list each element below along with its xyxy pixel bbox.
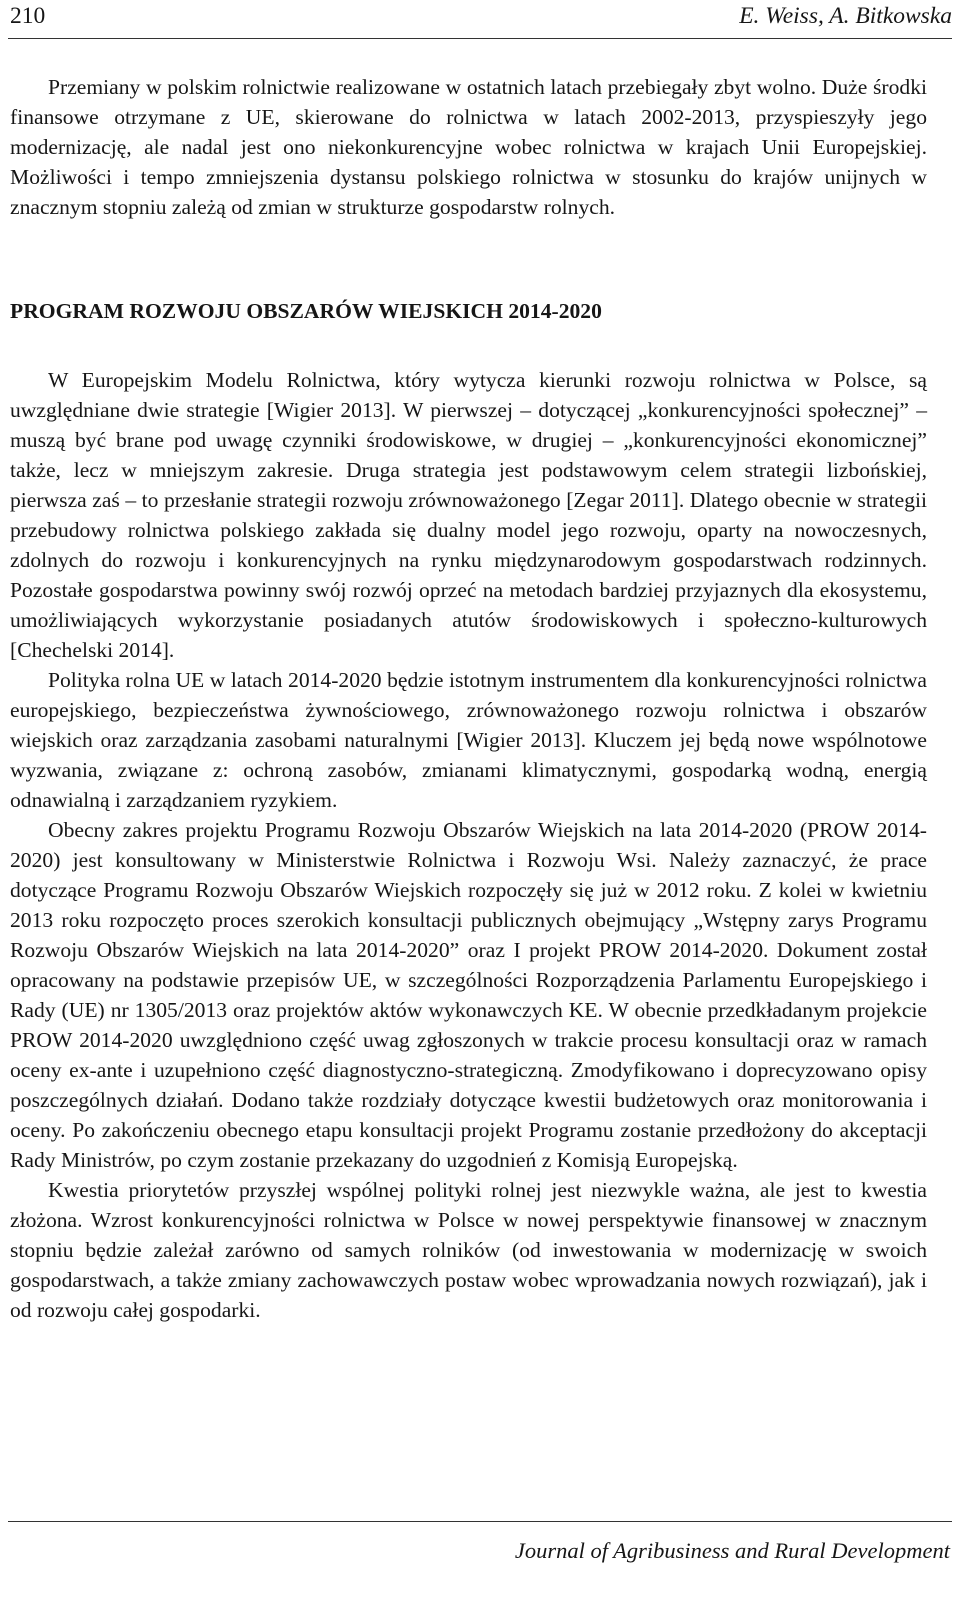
body-paragraph-1: Przemiany w polskim rolnictwie realizowane w ostatnich latach przebiegały zbyt wolno. Duże środki finansowe otrzymane z UE, skierowane do rolnictwa w latach 2002-2013, przyspieszyły jego modernizację, ale nadal jest ono niekonkurencyjne wobec rolnictwa w krajach Unii Europejskiej. Możliwości i tempo zmniejszenia dystansu polskiego rolnictwa w stosunku do krajów unijnych w znacznym stopniu zależą od zmian w strukturze gospodarstw rolnych.	[10, 75, 927, 219]
running-footer	[8, 1521, 952, 1563]
journal-name: Journal of Agribusiness and Rural Development	[514, 1538, 950, 1563]
section-heading: PROGRAM ROZWOJU OBSZARÓW WIEJSKICH 2014-2020	[10, 299, 602, 323]
body-paragraph-2: W Europejskim Modelu Rolnictwa, który wytycza kierunki rozwoju rolnictwa w Polsce, są uwzględniane dwie strategie [Wigier 2013]. W pierwszej – dotyczącej „konkurencyjności społecznej” – muszą być brane pod uwagę czynniki środowiskowe, w drugiej – „konkurencyjności ekonomicznej” także, lecz w mniejszym zakresie. Druga strategia jest podstawowym celem strategii lizbońskiej, pierwsza zaś – to przesłanie strategii rozwoju zrównoważonego [Zegar 2011]. Dlatego obecnie w strategii przebudowy rolnictwa polskiego zakłada się dualny model jego rozwoju, oparty na nowoczesnych, zdolnych do rozwoju i konkurencyjnych na rynku międzynarodowym gospodarstwach rodzinnych. Pozostałe gospodarstwa powinny swój rozwój oprzeć na metodach bardziej przyjaznych dla ekosystemu, umożliwiających wykorzystanie posiadanych atutów środowiskowych i społeczno-kulturowych [Chechelski 2014].	[10, 368, 927, 662]
page-number: 210	[10, 3, 46, 29]
running-header	[8, 0, 952, 39]
body-paragraph-4: Obecny zakres projektu Programu Rozwoju Obszarów Wiejskich na lata 2014-2020 (PROW 2014-2020) jest konsultowany w Ministerstwie Rolnictwa i Rozwoju Wsi. Należy zaznaczyć, że prace dotyczące Programu Rozwoju Obszarów Wiejskich rozpoczęły się już w 2012 roku. Z kolei w kwietniu 2013 roku rozpoczęto proces szerokich konsultacji publicznych obejmujący „Wstępny zarys Programu Rozwoju Obszarów Wiejskich na lata 2014-2020” oraz I projekt PROW 2014-2020. Dokument został opracowany na podstawie przepisów UE, w szczególności Rozporządzenia Parlamentu Europejskiego i Rady (UE) nr 1305/2013 oraz projektów aktów wykonawczych KE. W obecnie przedkładanym projekcie PROW 2014-2020 uwzględniono część uwag zgłoszonych w trakcie procesu konsultacji oraz w ramach oceny ex-ante i uzupełniono część diagnostyczno-strategiczną. Zmodyfikowano i doprecyzowano opisy poszczególnych działań. Dodano także rozdziały dotyczące kwestii budżetowych oraz monitorowania i oceny. Po zakończeniu obecnego etapu konsultacji projekt Programu zostanie przedłożony do akceptacji Rady Ministrów, po czym zostanie przekazany do uzgodnień z Komisją Europejską.	[10, 818, 927, 1172]
body-paragraph-3: Polityka rolna UE w latach 2014-2020 będzie istotnym instrumentem dla konkurencyjności rolnictwa europejskiego, bezpieczeństwa żywnościowego, zrównoważonego rozwoju rolnictwa i obszarów wiejskich oraz zarządzania zasobami naturalnymi [Wigier 2013]. Kluczem jej będą nowe wspólnotowe wyzwania, związane z: ochroną zasobów, zmianami klimatycznymi, gospodarką wodną, energią odnawialną i zarządzaniem ryzykiem.	[10, 668, 927, 812]
page-body	[10, 72, 927, 1325]
header-authors: E. Weiss, A. Bitkowska	[739, 3, 952, 29]
body-paragraph-5: Kwestia priorytetów przyszłej wspólnej polityki rolnej jest niezwykle ważna, ale jest to kwestia złożona. Wzrost konkurencyjności rolnictwa w Polsce w nowej perspektywie finansowej w znacznym stopniu będzie zależał zarówno od samych rolników (od inwestowania w modernizację w swoich gospodarstwach, a także zmiany zachowawczych postaw wobec wprowadzania nowych rozwiązań), jak i od rozwoju całej gospodarki.	[10, 1178, 927, 1322]
